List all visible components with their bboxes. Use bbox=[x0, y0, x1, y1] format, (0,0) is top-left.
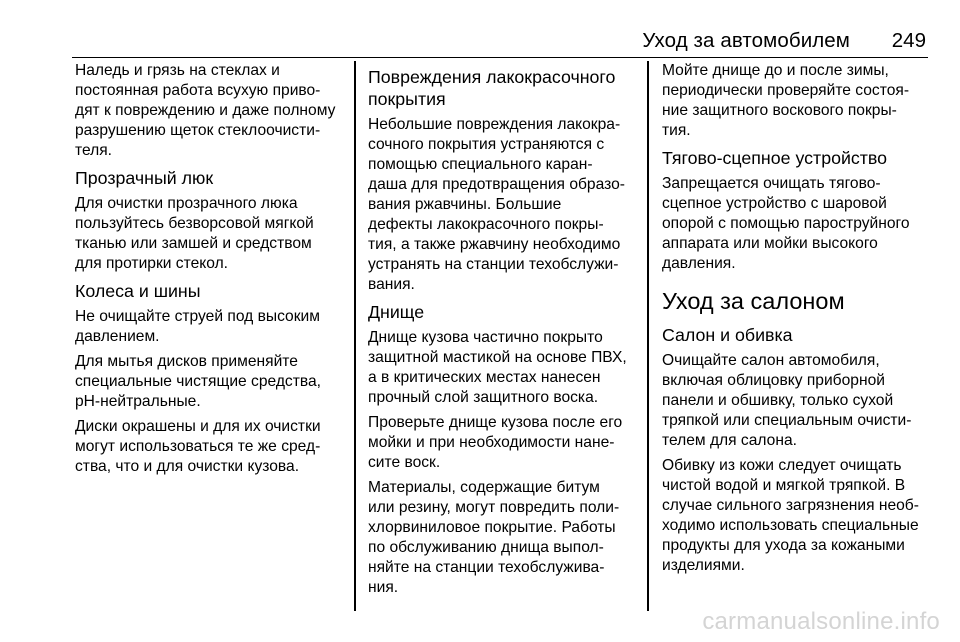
text-line: Повреждения лакокрасочного bbox=[368, 67, 616, 87]
column-2 bbox=[368, 61, 644, 603]
text-line: мойки и при необходимости нане- bbox=[368, 434, 615, 451]
text-line: Мойте днище до и после зимы, bbox=[662, 62, 889, 79]
text-line: специальные чистящие средства, bbox=[75, 373, 321, 390]
text-line: Для мытья дисков применяйте bbox=[75, 353, 298, 370]
interior-care-heading: Уход за салоном bbox=[662, 288, 845, 314]
text-line: ние защитного воскового покры- bbox=[662, 102, 897, 119]
text-line: или резину, могут повредить поли- bbox=[368, 499, 620, 516]
page-number: 249 bbox=[891, 29, 926, 52]
text-line: Проверьте днище кузова после его bbox=[368, 414, 623, 431]
text-line: тия. bbox=[662, 122, 691, 139]
text-line: сочного покрытия устраняются с bbox=[368, 136, 605, 153]
text-line: аппарата или мойки высокого bbox=[662, 235, 878, 252]
text-line: Для очистки прозрачного люка bbox=[75, 195, 298, 212]
column-1 bbox=[75, 61, 351, 482]
text-line: дят к повреждению и даже полному bbox=[75, 102, 336, 119]
upholstery-paragraph-2 bbox=[662, 456, 938, 576]
underbody-heading: Днище bbox=[368, 302, 425, 322]
underbody-paragraph-2 bbox=[368, 413, 644, 473]
text-line: Очищайте салон автомобиля, bbox=[662, 352, 880, 369]
running-title: Уход за автомобилем bbox=[642, 29, 850, 52]
text-line: опорой с помощью пароструйного bbox=[662, 215, 910, 232]
sunroof-heading: Прозрачный люк bbox=[75, 168, 214, 188]
text-line: панели и обшивку, только сухой bbox=[662, 392, 894, 409]
text-line: вания. bbox=[368, 276, 415, 293]
wheels-paragraph-2 bbox=[75, 352, 351, 412]
text-line: давлением. bbox=[75, 328, 160, 345]
text-line: давления. bbox=[662, 255, 736, 272]
text-line: тия, а также ржавчину необходимо bbox=[368, 236, 621, 253]
text-line: прочный слой защитного воска. bbox=[368, 389, 599, 406]
text-line: случае сильного загрязнения необ- bbox=[662, 497, 919, 514]
text-line: пользуйтесь безворсовой мягкой bbox=[75, 215, 314, 232]
text-line: а в критических местах нанесен bbox=[368, 369, 601, 386]
text-line: постоянная работа всухую приво- bbox=[75, 82, 321, 99]
underbody-paragraph-3 bbox=[368, 478, 644, 598]
upholstery-heading: Салон и обивка bbox=[662, 325, 793, 345]
upholstery-paragraph-1 bbox=[662, 351, 938, 451]
underbody-winter-paragraph bbox=[662, 61, 938, 141]
column-3 bbox=[662, 61, 938, 581]
text-line: разрушению щеток стеклоочисти- bbox=[75, 122, 321, 139]
text-line: Не очищайте струей под высоким bbox=[75, 308, 320, 325]
text-line: телем для салона. bbox=[662, 432, 797, 449]
wiper-paragraph bbox=[75, 61, 351, 161]
text-line: периодически проверяйте состоя- bbox=[662, 82, 910, 99]
text-line: вания ржавчины. Большие bbox=[368, 196, 562, 213]
text-line: Небольшие повреждения лакокра- bbox=[368, 116, 621, 133]
underbody-paragraph-1 bbox=[368, 328, 644, 408]
column-divider-1 bbox=[354, 61, 356, 611]
column-divider-2 bbox=[647, 61, 649, 611]
text-line: ходимо использовать специальные bbox=[662, 517, 919, 534]
page-header bbox=[72, 28, 928, 58]
text-line: дефекты лакокрасочного покры- bbox=[368, 216, 604, 233]
text-line: помощью специального каран- bbox=[368, 156, 593, 173]
text-line: даша для предотвращения образо- bbox=[368, 176, 625, 193]
paint-damage-paragraph bbox=[368, 115, 644, 295]
wheels-paragraph-1 bbox=[75, 307, 351, 347]
towbar-paragraph bbox=[662, 174, 938, 274]
text-line: Материалы, содержащие битум bbox=[368, 479, 600, 496]
text-line: для протирки стекол. bbox=[75, 255, 229, 272]
text-line: Диски окрашены и для их очистки bbox=[75, 418, 321, 435]
wheels-paragraph-3 bbox=[75, 417, 351, 477]
text-line: сите воск. bbox=[368, 454, 441, 471]
text-line: сцепное устройство с шаровой bbox=[662, 195, 887, 212]
paint-damage-heading bbox=[368, 66, 644, 110]
text-line: Запрещается очищать тягово- bbox=[662, 175, 881, 192]
text-line: продукты для ухода за кожаными bbox=[662, 537, 905, 554]
text-line: включая облицовку приборной bbox=[662, 372, 885, 389]
text-line: тряпкой или специальным очисти- bbox=[662, 412, 912, 429]
text-line: изделиями. bbox=[662, 557, 745, 574]
text-line: покрытия bbox=[368, 89, 446, 109]
text-line: тканью или замшей и средством bbox=[75, 235, 312, 252]
text-line: чистой водой и мягкой тряпкой. В bbox=[662, 477, 906, 494]
sunroof-paragraph bbox=[75, 194, 351, 274]
text-line: хлорвиниловое покрытие. Работы bbox=[368, 519, 616, 536]
text-line: устранять на станции техобслужи- bbox=[368, 256, 619, 273]
text-line: ства, что и для очистки кузова. bbox=[75, 458, 300, 475]
text-line: няйте на станции техобслужива- bbox=[368, 559, 605, 576]
header-rule bbox=[72, 57, 928, 59]
text-line: Наледь и грязь на стеклах и bbox=[75, 62, 280, 79]
watermark: carmanualsonline.info bbox=[702, 608, 940, 635]
text-line: могут использоваться те же сред- bbox=[75, 438, 321, 455]
text-line: теля. bbox=[75, 142, 112, 159]
text-line: Обивку из кожи следует очищать bbox=[662, 457, 902, 474]
text-line: ния. bbox=[368, 579, 399, 596]
text-line: Днище кузова частично покрыто bbox=[368, 329, 603, 346]
text-line: защитной мастикой на основе ПВХ, bbox=[368, 349, 627, 366]
text-line: pH-нейтральные. bbox=[75, 393, 201, 410]
towbar-heading: Тягово-сцепное устройство bbox=[662, 148, 888, 168]
wheels-heading: Колеса и шины bbox=[75, 281, 201, 301]
text-line: по обслуживанию днища выпол- bbox=[368, 539, 604, 556]
